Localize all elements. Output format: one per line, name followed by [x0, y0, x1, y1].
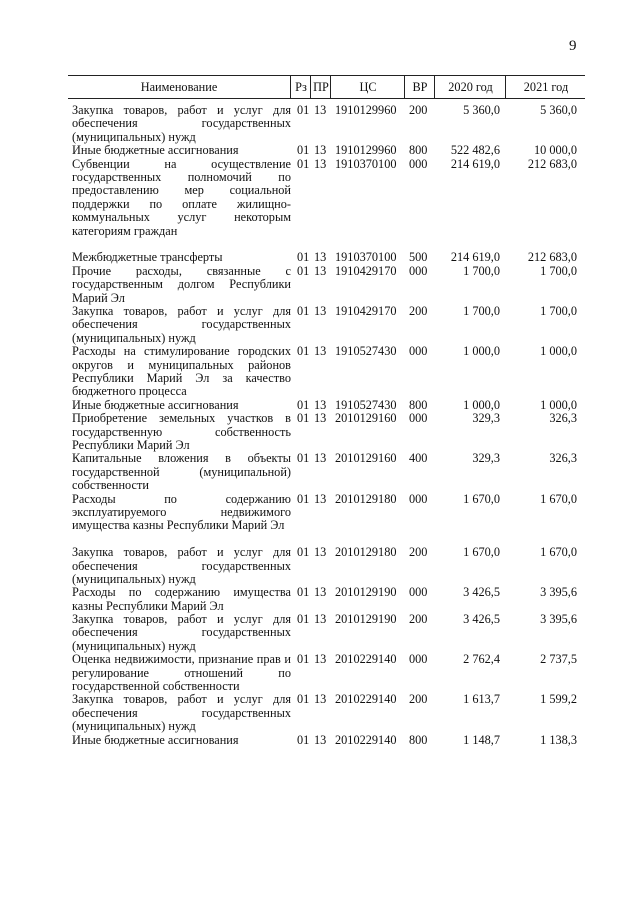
row-2021: 10 000,0 — [533, 143, 577, 158]
row-name: Расходы по содержанию эксплуатируемого недвижимого имущества казны Республики Марий Эл — [72, 491, 291, 533]
row-2020: 329,3 — [472, 451, 500, 466]
row-pr: 13 — [314, 692, 327, 707]
table-row — [0, 305, 639, 345]
row-vr: 000 — [409, 156, 428, 171]
table-row — [0, 104, 639, 144]
row-cs: 1910527430 — [335, 344, 397, 359]
header-rz: Рз — [290, 76, 311, 98]
row-2020: 1 700,0 — [463, 263, 500, 278]
row-2020: 3 426,5 — [463, 585, 500, 600]
row-vr: 800 — [409, 143, 428, 158]
row-cs: 1910129960 — [335, 143, 397, 158]
row-cs: 2010229140 — [335, 652, 397, 667]
row-vr: 000 — [409, 652, 428, 667]
row-pr: 13 — [314, 612, 327, 627]
row-name: Закупка товаров, работ и услуг для обеспечения государственных (муниципальных) нужд — [72, 692, 291, 734]
row-2020: 522 482,6 — [450, 143, 500, 158]
row-2020: 2 762,4 — [463, 652, 500, 667]
row-cs: 1910129960 — [335, 103, 397, 117]
row-cs: 2010129160 — [335, 411, 397, 426]
table-row — [0, 144, 639, 157]
row-pr: 13 — [314, 491, 327, 506]
header-2021: 2021 год — [505, 76, 586, 98]
row-vr: 000 — [409, 263, 428, 278]
table-row — [0, 265, 639, 305]
table-header — [68, 75, 585, 99]
row-rz: 01 — [297, 491, 310, 506]
row-name: Расходы по содержанию имущества казны Республики Марий Эл — [72, 585, 291, 613]
row-name: Закупка товаров, работ и услуг для обеспечения государственных (муниципальных) нужд — [72, 303, 291, 345]
row-name: Оценка недвижимости, признание прав и регулирование отношений по государственной собственности — [72, 652, 291, 694]
row-vr: 200 — [409, 103, 428, 117]
row-cs: 2010129180 — [335, 545, 397, 560]
row-cs: 1910429170 — [335, 263, 397, 278]
row-rz: 01 — [297, 397, 310, 412]
row-pr: 13 — [314, 451, 327, 466]
row-2021: 326,3 — [549, 451, 577, 466]
row-2021: 1 000,0 — [540, 397, 577, 412]
row-2021: 212 683,0 — [527, 250, 577, 265]
row-rz: 01 — [297, 545, 310, 560]
row-cs: 2010229140 — [335, 732, 397, 747]
row-pr: 13 — [314, 585, 327, 600]
row-rz: 01 — [297, 156, 310, 171]
row-vr: 200 — [409, 692, 428, 707]
row-vr: 000 — [409, 585, 428, 600]
row-cs: 2010229140 — [335, 692, 397, 707]
row-pr: 13 — [314, 103, 327, 117]
table-row — [0, 158, 639, 252]
row-rz: 01 — [297, 652, 310, 667]
table-row — [0, 546, 639, 586]
row-pr: 13 — [314, 156, 327, 171]
row-rz: 01 — [297, 732, 310, 747]
header-pr: ПР — [310, 76, 331, 98]
row-2021: 3 395,6 — [540, 585, 577, 600]
page-number: 9 — [569, 38, 577, 54]
row-rz: 01 — [297, 451, 310, 466]
row-2021: 1 700,0 — [540, 263, 577, 278]
row-rz: 01 — [297, 585, 310, 600]
table-row — [0, 345, 639, 399]
row-name: Прочие расходы, связанные с государственным долгом Республики Марий Эл — [72, 263, 291, 305]
row-pr: 13 — [314, 143, 327, 158]
table-row — [0, 493, 639, 547]
row-2020: 1 613,7 — [463, 692, 500, 707]
row-name: Закупка товаров, работ и услуг для обеспечения государственных (муниципальных) нужд — [72, 612, 291, 653]
row-rz: 01 — [297, 143, 310, 158]
table-body — [0, 104, 639, 747]
row-pr: 13 — [314, 652, 327, 667]
row-name: Закупка товаров, работ и услуг для обеспечения государственных (муниципальных) нужд — [72, 545, 291, 586]
row-name: Иные бюджетные ассигнования — [72, 397, 239, 412]
row-cs: 2010129190 — [335, 585, 397, 600]
row-name: Закупка товаров, работ и услуг для обеспечения государственных (муниципальных) нужд — [72, 103, 291, 144]
row-2021: 1 138,3 — [540, 732, 577, 747]
row-pr: 13 — [314, 732, 327, 747]
row-vr: 200 — [409, 545, 428, 560]
row-2021: 1 670,0 — [540, 491, 577, 506]
row-2020: 3 426,5 — [463, 612, 500, 627]
row-2020: 1 670,0 — [463, 545, 500, 560]
row-2021: 1 670,0 — [540, 545, 577, 560]
table-row — [0, 693, 639, 733]
row-name: Приобретение земельных участков в государственную собственность Республики Марий Эл — [72, 411, 291, 452]
table-row — [0, 452, 639, 492]
row-vr: 800 — [409, 732, 428, 747]
row-rz: 01 — [297, 263, 310, 278]
row-2020: 5 360,0 — [463, 103, 500, 117]
row-cs: 1910370100 — [335, 156, 397, 171]
row-2021: 1 599,2 — [540, 692, 577, 707]
row-2020: 1 670,0 — [463, 491, 500, 506]
row-vr: 500 — [409, 250, 428, 265]
row-vr: 000 — [409, 411, 428, 426]
row-pr: 13 — [314, 250, 327, 265]
row-rz: 01 — [297, 411, 310, 426]
row-2021: 1 000,0 — [540, 344, 577, 359]
row-vr: 000 — [409, 491, 428, 506]
row-2020: 1 700,0 — [463, 303, 500, 318]
row-pr: 13 — [314, 545, 327, 560]
row-cs: 2010129180 — [335, 491, 397, 506]
header-cs: ЦС — [330, 76, 405, 98]
row-name: Капитальные вложения в объекты государственной (муниципальной) собственности — [72, 451, 291, 493]
table-row — [0, 251, 639, 264]
row-2020: 1 000,0 — [463, 397, 500, 412]
row-2021: 3 395,6 — [540, 612, 577, 627]
table-row — [0, 412, 639, 452]
row-2021: 212 683,0 — [527, 156, 577, 171]
header-vr: ВР — [404, 76, 435, 98]
row-pr: 13 — [314, 263, 327, 278]
row-2020: 214 619,0 — [450, 250, 500, 265]
row-2020: 1 148,7 — [463, 732, 500, 747]
row-pr: 13 — [314, 344, 327, 359]
row-2020: 214 619,0 — [450, 156, 500, 171]
table-row — [0, 734, 639, 747]
row-vr: 400 — [409, 451, 428, 466]
row-pr: 13 — [314, 397, 327, 412]
header-2020: 2020 год — [434, 76, 506, 98]
row-2020: 1 000,0 — [463, 344, 500, 359]
row-cs: 2010129190 — [335, 612, 397, 627]
row-name: Иные бюджетные ассигнования — [72, 143, 239, 158]
row-2021: 1 700,0 — [540, 303, 577, 318]
row-name: Расходы на стимулирование городских округов и муниципальных районов Республики Марий Эл за качество бюджетного процесса — [72, 344, 291, 399]
row-cs: 1910527430 — [335, 397, 397, 412]
row-vr: 200 — [409, 303, 428, 318]
table-row — [0, 399, 639, 412]
row-vr: 200 — [409, 612, 428, 627]
row-rz: 01 — [297, 103, 310, 117]
row-name: Субвенции на осуществление государственных полномочий по предоставлению мер социальной поддержки по оплате жилищно-коммунальных услуг некоторым категориям граждан — [72, 156, 291, 238]
row-2021: 326,3 — [549, 411, 577, 426]
row-2020: 329,3 — [472, 411, 500, 426]
row-vr: 800 — [409, 397, 428, 412]
row-rz: 01 — [297, 303, 310, 318]
row-name: Иные бюджетные ассигнования — [72, 732, 239, 747]
row-rz: 01 — [297, 612, 310, 627]
header-name: Наименование — [140, 80, 218, 94]
row-2021: 5 360,0 — [540, 103, 577, 117]
row-name: Межбюджетные трансферты — [72, 250, 223, 265]
table-row — [0, 586, 639, 613]
row-cs: 1910370100 — [335, 250, 397, 265]
row-cs: 1910429170 — [335, 303, 397, 318]
row-2021: 2 737,5 — [540, 652, 577, 667]
table-row — [0, 613, 639, 653]
row-rz: 01 — [297, 250, 310, 265]
row-pr: 13 — [314, 303, 327, 318]
row-pr: 13 — [314, 411, 327, 426]
table-row — [0, 653, 639, 693]
row-cs: 2010129160 — [335, 451, 397, 466]
row-rz: 01 — [297, 344, 310, 359]
row-rz: 01 — [297, 692, 310, 707]
row-vr: 000 — [409, 344, 428, 359]
